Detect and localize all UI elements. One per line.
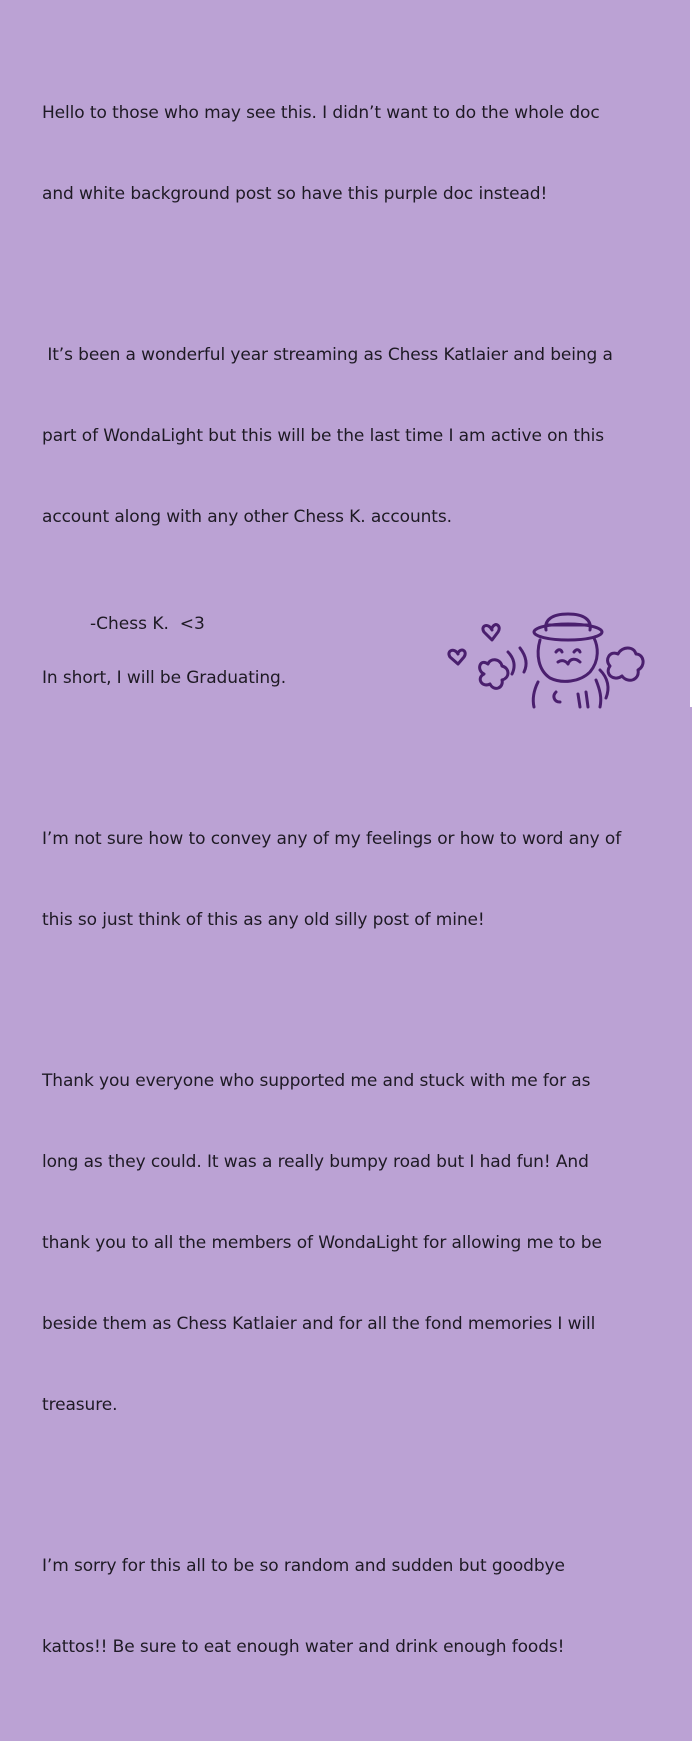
cat-foot — [586, 692, 588, 707]
cat-foot — [578, 694, 580, 707]
text-line: thank you to all the members of WondaLight for allowing me to be — [42, 1233, 602, 1253]
hat-crown — [546, 614, 591, 630]
cat-body — [533, 682, 538, 707]
cat-eye — [556, 650, 562, 652]
paragraph-greeting — [42, 46, 670, 262]
paragraph-feelings — [42, 772, 670, 988]
text-line: long as they could. It was a really bumpy road but I had fun! And — [42, 1152, 589, 1172]
letter-body — [42, 46, 670, 1741]
text-line: It’s been a wonderful year streaming as Chess Katlaier and being a — [42, 345, 613, 365]
text-line: I’m sorry for this all to be so random and sudden but goodbye — [42, 1556, 565, 1576]
cat-left-paw — [480, 660, 508, 689]
cat-head — [538, 638, 597, 681]
text-line: treasure. — [42, 1395, 118, 1415]
text-line: and white background post so have this purple doc instead! — [42, 184, 548, 204]
heart-icon — [483, 625, 499, 640]
cat-belly-mark — [554, 692, 560, 702]
text-line: part of WondaLight but this will be the last time I am active on this — [42, 426, 605, 446]
heart-icon — [449, 650, 465, 664]
text-line: Hello to those who may see this. I didn’t want to do the whole doc — [42, 103, 600, 123]
text-line: Thank you everyone who supported me and stuck with me for as — [42, 1071, 591, 1091]
cat-left-arm — [520, 648, 526, 672]
text-line: In short, I will be Graduating. — [42, 668, 287, 688]
cat-mustache — [558, 659, 580, 664]
text-line: this so just think of this as any old silly post of mine! — [42, 910, 485, 930]
cat-eye — [574, 650, 580, 652]
text-line: account along with any other Chess K. accounts. — [42, 507, 452, 527]
paragraph-announcement — [42, 288, 670, 585]
cat-right-paw — [608, 648, 644, 680]
text-line: I’m not sure how to convey any of my feelings or how to word any of — [42, 829, 622, 849]
text-line: kattos!! Be sure to eat enough water and drink enough foods! — [42, 1637, 565, 1657]
paragraph-thanks — [42, 1014, 670, 1473]
text-line: beside them as Chess Katlaier and for all the fond memories I will — [42, 1314, 596, 1334]
signature: -Chess K. <3 — [90, 614, 205, 634]
cat-body — [596, 680, 601, 707]
paragraph-goodbye — [42, 1499, 670, 1715]
cat-with-hat-and-hearts-doodle-icon — [440, 608, 665, 707]
